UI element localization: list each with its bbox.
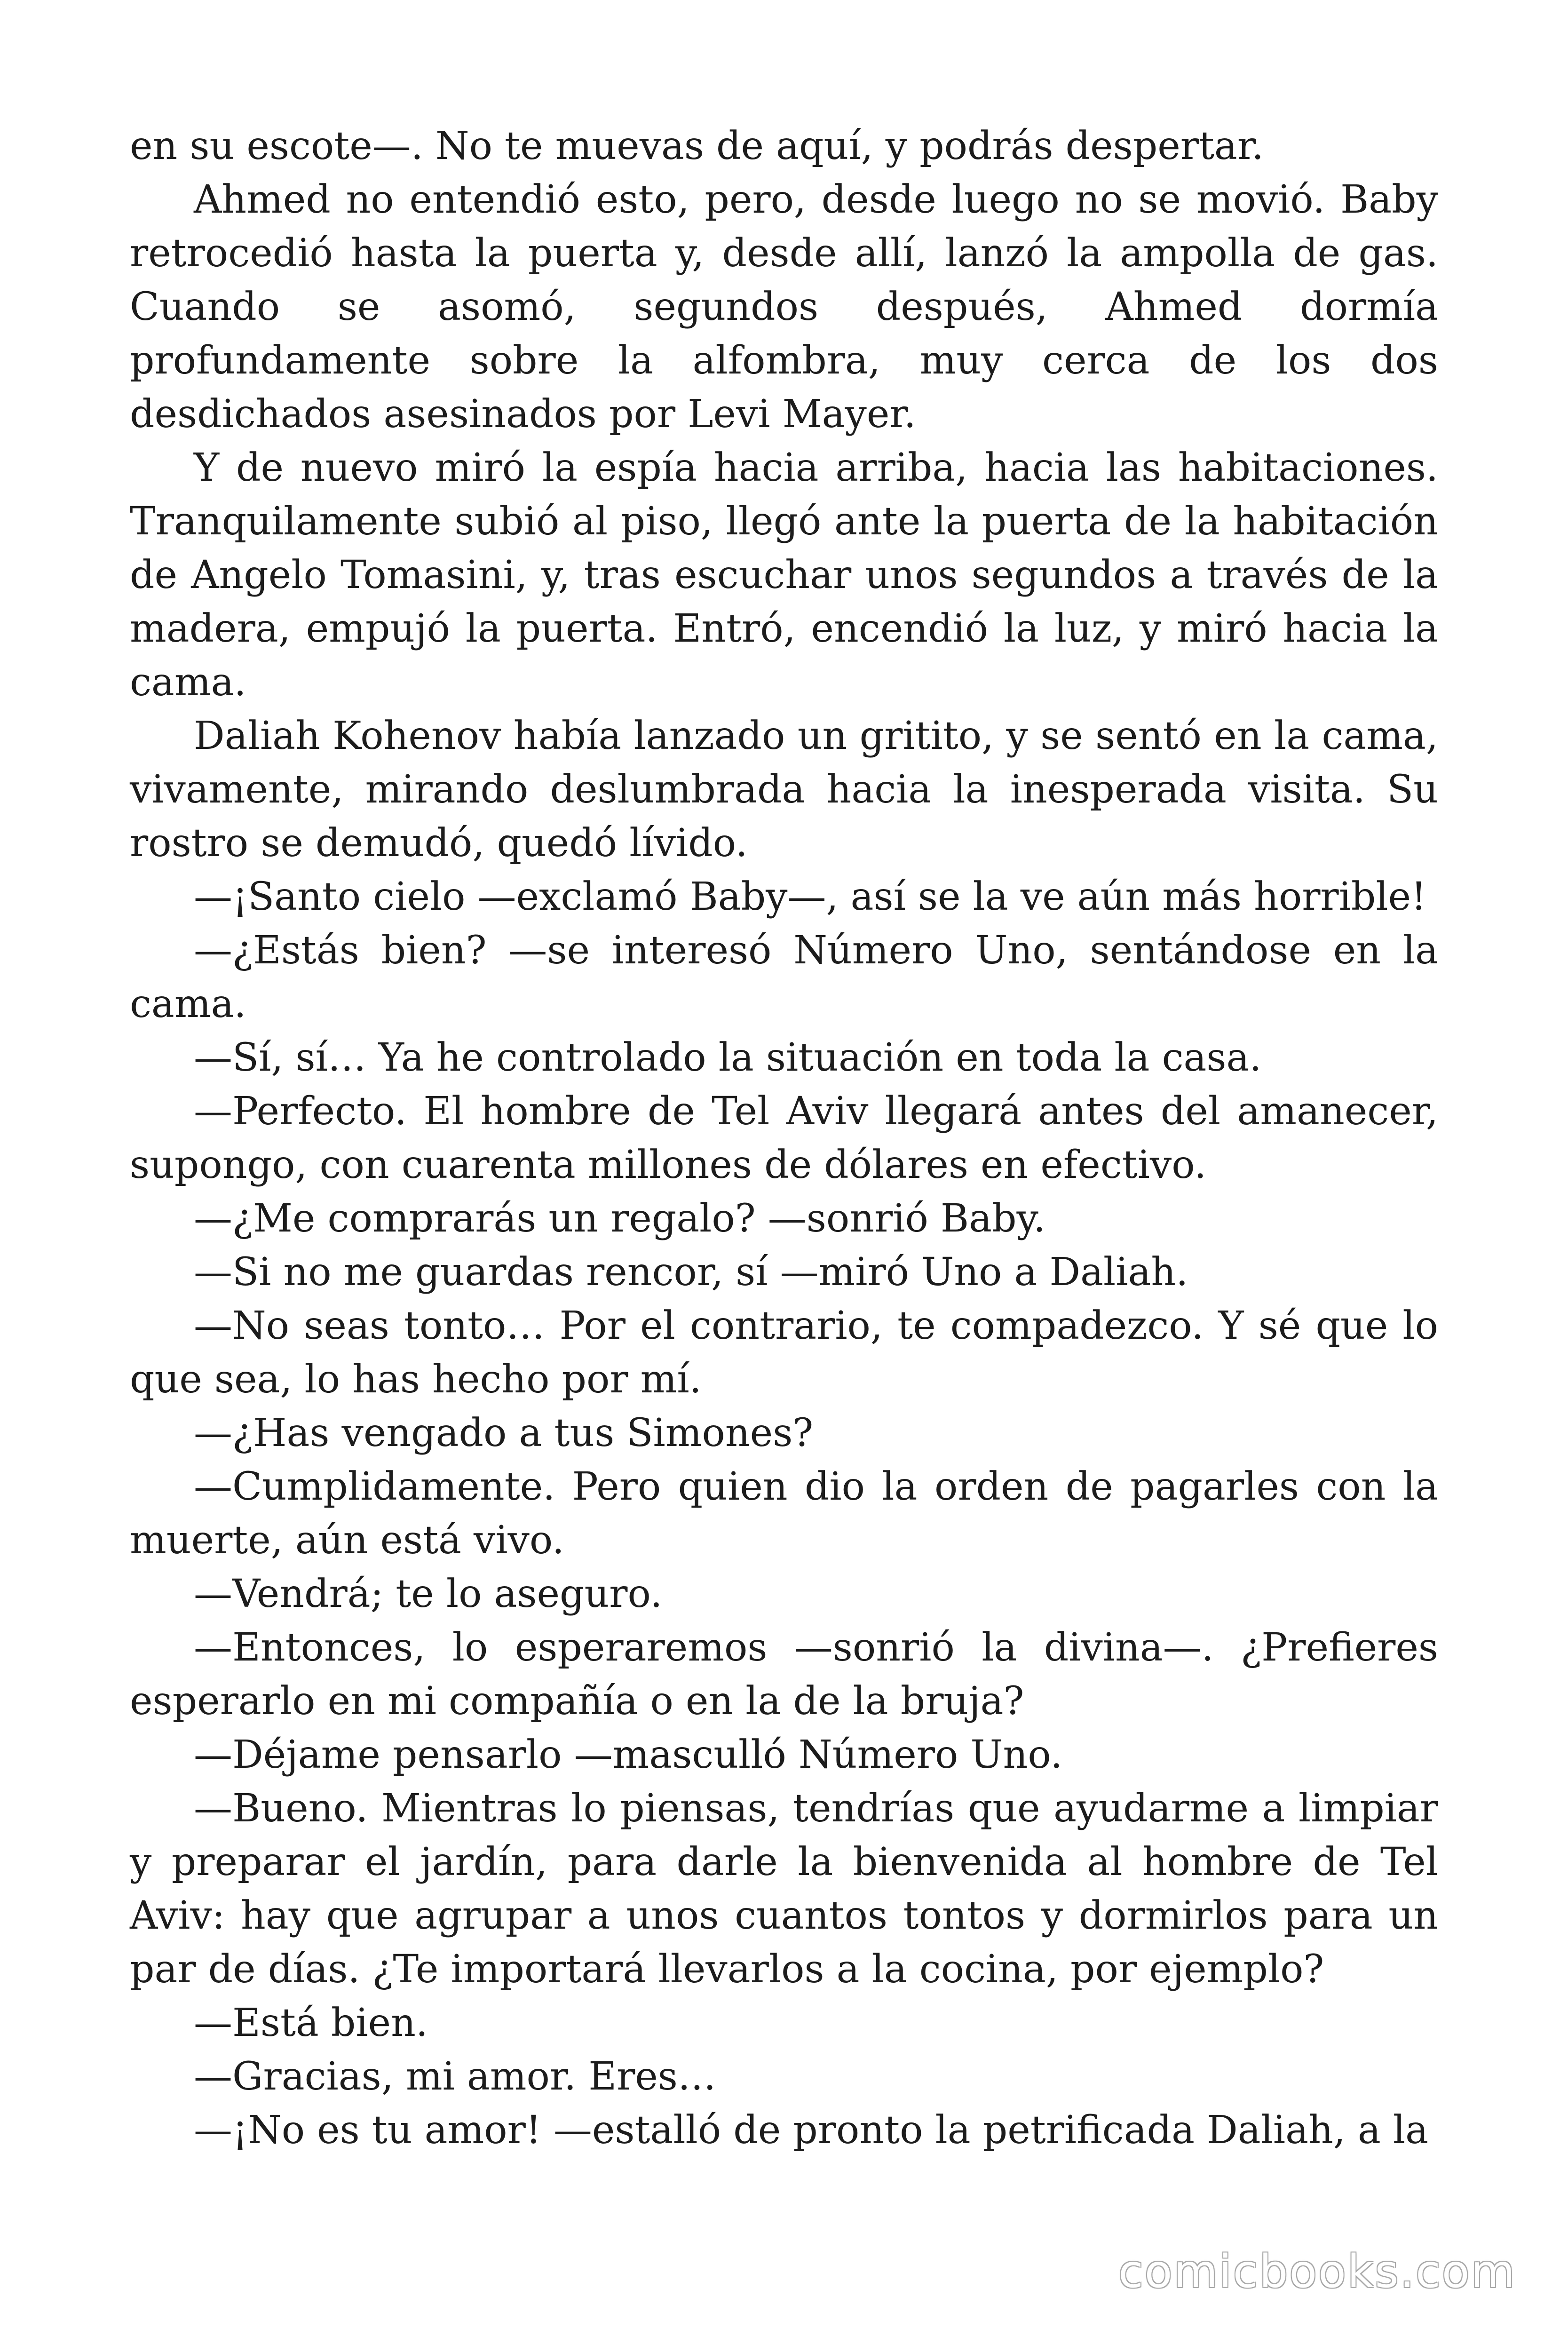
paragraph-9: —¿Me comprarás un regalo? —sonrió Baby.	[194, 1196, 1046, 1241]
paragraph-5: —¡Santo cielo —exclamó Baby—, así se la ve aún más horrible!	[194, 874, 1427, 919]
watermark: comicbooks.com	[1118, 2245, 1516, 2298]
page-body	[130, 119, 1438, 2157]
paragraph-18: —Está bien.	[194, 2001, 428, 2045]
paragraph-6: —¿Estás bien? —se interesó Número Uno, sentándose en la cama.	[130, 928, 1438, 1026]
paragraph-1: en su escote—. No te muevas de aquí, y podrás despertar.	[130, 124, 1264, 168]
paragraph-15: —Entonces, lo esperaremos —sonrió la divina—. ¿Prefieres esperarlo en mi compañía o en la de la bruja?	[130, 1625, 1438, 1724]
paragraph-3: Y de nuevo miró la espía hacia arriba, hacia las habitaciones. Tranquilamente subió al piso, llegó ante la puerta de la habitación de Angelo Tomasini, y, tras escuchar unos segundos a través de la madera, empujó la puerta. Entró, encendió la luz, y miró hacia la cama.	[130, 445, 1438, 705]
paragraph-10: —Si no me guardas rencor, sí —miró Uno a Daliah.	[194, 1250, 1188, 1295]
paragraph-16: —Déjame pensarlo —masculló Número Uno.	[194, 1732, 1063, 1777]
paragraph-13: —Cumplidamente. Pero quien dio la orden de pagarles con la muerte, aún está vivo.	[130, 1464, 1438, 1563]
paragraph-14: —Vendrá; te lo aseguro.	[194, 1572, 663, 1616]
paragraph-4: Daliah Kohenov había lanzado un gritito, y se sentó en la cama, vivamente, mirando deslumbrada hacia la inesperada visita. Su rostro se demudó, quedó lívido.	[130, 714, 1438, 866]
paragraph-19: —Gracias, mi amor. Eres…	[194, 2054, 716, 2099]
paragraph-2: Ahmed no entendió esto, pero, desde luego no se movió. Baby retrocedió hasta la puerta y, desde allí, lanzó la ampolla de gas. Cuando se asomó, segundos después, Ahmed dormía profundamente sobre la alfombra, muy cerca de los dos desdichados asesinados por Levi Mayer.	[130, 177, 1438, 437]
paragraph-11: —No seas tonto… Por el contrario, te compadezco. Y sé que lo que sea, lo has hecho por mí.	[130, 1303, 1438, 1402]
paragraph-8: —Perfecto. El hombre de Tel Aviv llegará antes del amanecer, supongo, con cuarenta millones de dólares en efectivo.	[130, 1089, 1438, 1187]
paragraph-17: —Bueno. Mientras lo piensas, tendrías que ayudarme a limpiar y preparar el jardín, para darle la bienvenida al hombre de Tel Aviv: hay que agrupar a unos cuantos tontos y dormirlos para un par de días. ¿Te importará llevarlos a la cocina, por ejemplo?	[130, 1786, 1438, 1992]
paragraph-12: —¿Has vengado a tus Simones?	[194, 1411, 814, 1455]
paragraph-7: —Sí, sí… Ya he controlado la situación en toda la casa.	[194, 1035, 1262, 1080]
paragraph-20: —¡No es tu amor! —estalló de pronto la petrificada Daliah, a la	[194, 2108, 1429, 2153]
